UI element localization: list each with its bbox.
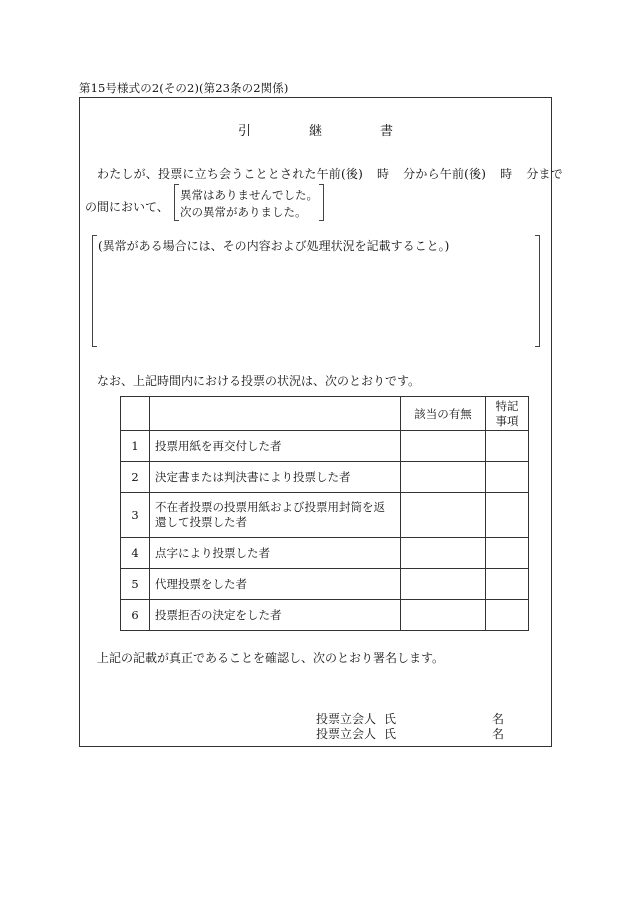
- row-remarks-cell[interactable]: [486, 493, 529, 538]
- row-remarks-cell[interactable]: [486, 569, 529, 600]
- choice-no-abnormality[interactable]: 異常はありませんでした。: [180, 188, 318, 202]
- choices-right-bracket: [319, 184, 324, 221]
- row-applicable-cell[interactable]: [401, 493, 486, 538]
- signature-mei: 名: [492, 712, 505, 726]
- header-remarks-line1: 特記: [495, 398, 519, 413]
- row-description: 投票用紙を再交付した者: [150, 431, 401, 462]
- row-number: 3: [121, 493, 150, 538]
- status-note: なお、上記時間内における投票の状況は、次のとおりです。: [97, 374, 421, 388]
- title-char-1: 引: [237, 124, 251, 139]
- hour-2-label: 時: [500, 167, 513, 181]
- row-applicable-cell[interactable]: [401, 569, 486, 600]
- row-applicable-cell[interactable]: [401, 431, 486, 462]
- statement-line: [97, 165, 563, 182]
- handover-form: [79, 97, 563, 747]
- document-title: [80, 120, 551, 139]
- row-number: 6: [121, 600, 150, 631]
- table-row: [121, 462, 529, 493]
- signature-role: 投票立会人: [316, 712, 377, 726]
- header-description-cell: [150, 397, 401, 431]
- signature-shi: 氏: [384, 727, 397, 741]
- row-number: 5: [121, 569, 150, 600]
- details-right-bracket: [535, 235, 540, 347]
- statement-mid: 分から午前(後): [403, 167, 487, 181]
- statement-suffix: 分まで: [526, 167, 563, 181]
- row-remarks-cell[interactable]: [486, 462, 529, 493]
- hour-1-label: 時: [376, 167, 390, 181]
- title-char-2: 継: [308, 124, 322, 139]
- table-row: [121, 600, 529, 631]
- row-number: 4: [121, 538, 150, 569]
- abnormality-details-area[interactable]: [92, 235, 540, 347]
- row-description: 決定書または判決書により投票した者: [150, 462, 401, 493]
- header-remarks: [486, 397, 529, 431]
- details-left-bracket: [92, 235, 97, 347]
- signature-shi: 氏: [384, 712, 397, 726]
- signature-role: 投票立会人: [316, 727, 377, 741]
- header-remarks-line2: 事項: [495, 413, 519, 428]
- statement-line-2: の間において、: [85, 200, 169, 214]
- row-remarks-cell[interactable]: [486, 538, 529, 569]
- row-remarks-cell[interactable]: [486, 431, 529, 462]
- header-number-cell: [121, 397, 150, 431]
- row-applicable-cell[interactable]: [401, 538, 486, 569]
- row-description: 不在者投票の投票用紙および投票用封筒を返還して投票した者: [150, 493, 401, 538]
- row-description: 代理投票をした者: [150, 569, 401, 600]
- table-row: [121, 493, 529, 538]
- signature-mei: 名: [492, 727, 505, 741]
- details-instruction: (異常がある場合には、その内容および処理状況を記載すること。): [98, 239, 450, 253]
- choice-abnormality[interactable]: 次の異常がありました。: [180, 205, 307, 219]
- row-description: 投票拒否の決定をした者: [150, 600, 401, 631]
- signature-line-2[interactable]: [316, 725, 504, 742]
- choices-left-bracket: [174, 184, 179, 221]
- table-row: [121, 569, 529, 600]
- row-number: 1: [121, 431, 150, 462]
- ballot-status-table: [120, 396, 529, 631]
- table-row: [121, 538, 529, 569]
- row-applicable-cell[interactable]: [401, 462, 486, 493]
- form-number-label: 第15号様式の2(その2)(第23条の2関係): [79, 81, 289, 95]
- row-applicable-cell[interactable]: [401, 600, 486, 631]
- table-header-row: [121, 397, 529, 431]
- row-remarks-cell[interactable]: [486, 600, 529, 631]
- title-char-3: 書: [380, 124, 394, 139]
- statement-prefix: わたしが、投票に立ち会うこととされた午前(後): [97, 167, 363, 181]
- condition-choices: [174, 184, 324, 221]
- confirmation-text: 上記の記載が真正であることを確認し、次のとおり署名します。: [97, 651, 445, 665]
- row-description: 点字により投票した者: [150, 538, 401, 569]
- table-row: [121, 431, 529, 462]
- row-number: 2: [121, 462, 150, 493]
- header-applicable: 該当の有無: [401, 397, 486, 431]
